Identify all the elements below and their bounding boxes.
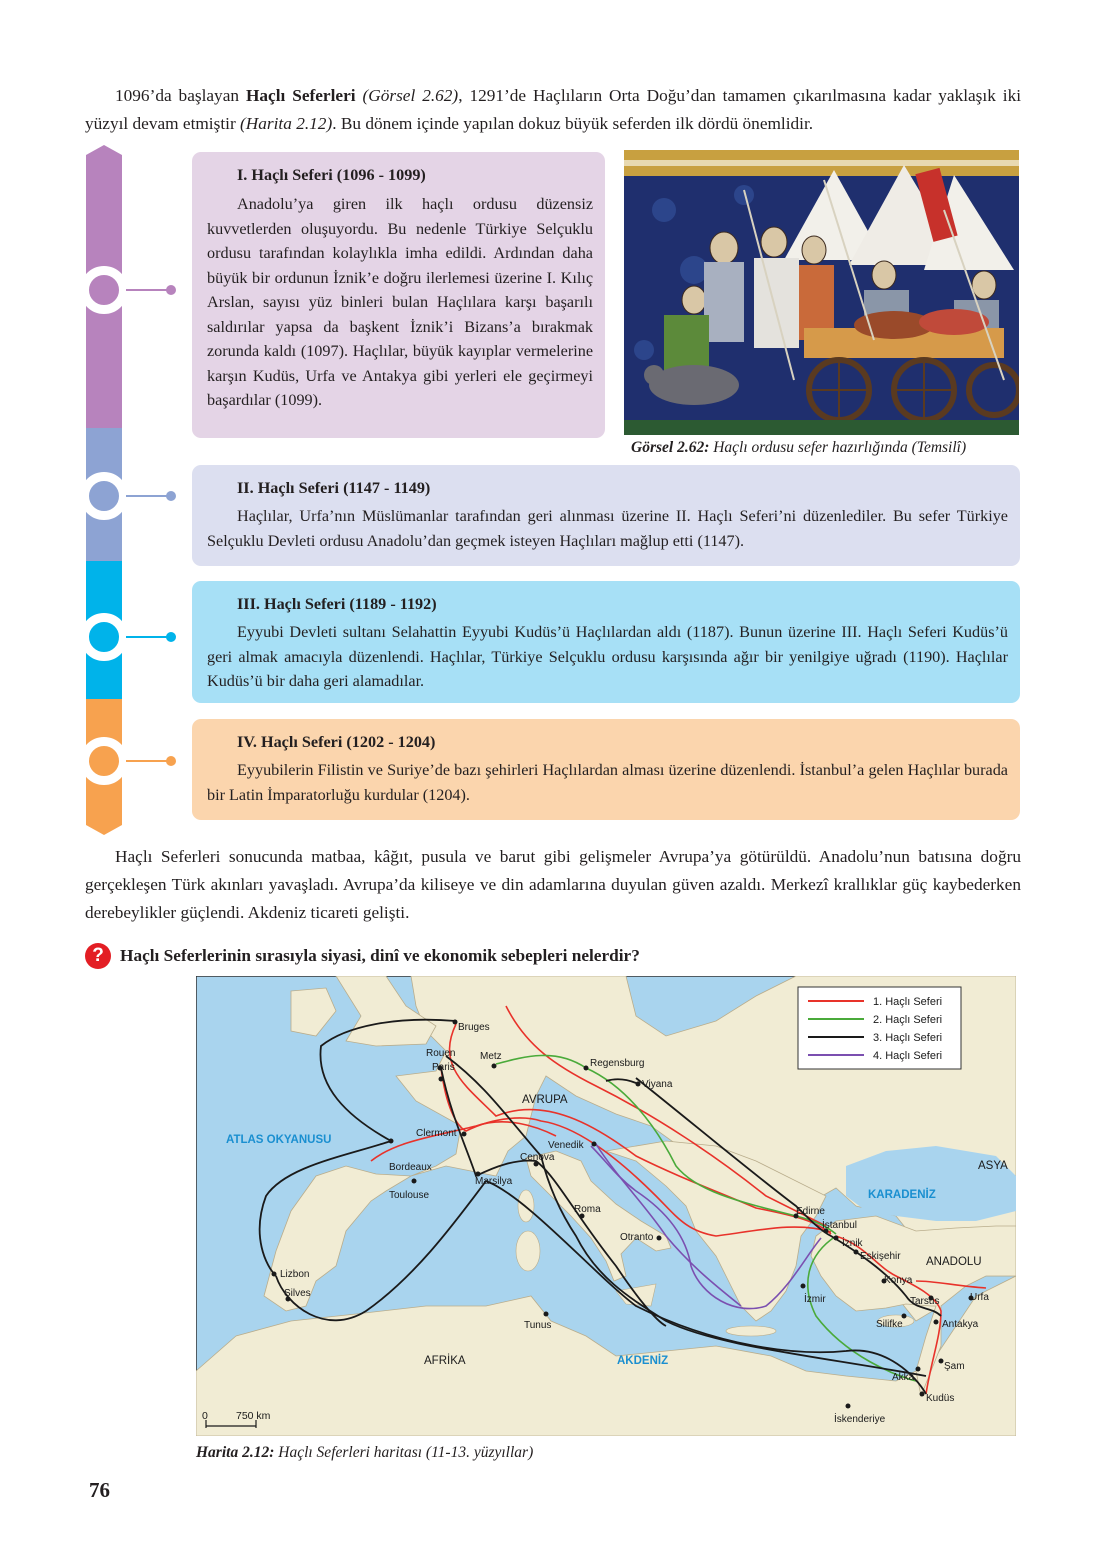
label-bordeaux: Bordeaux [389,1162,432,1173]
crusade-1-title: I. Haçlı Seferi (1096 - 1099) [237,166,426,184]
question-text: Haçlı Seferlerinin sırasıyla siyasi, dinî ve ekonomik sebepleri nelerdir? [120,946,640,965]
question-icon: ? [85,943,111,969]
label-tunus: Tunus [524,1320,552,1331]
label-istanbul: İstanbul [822,1220,858,1231]
map-caption: Harita 2.12: Haçlı Seferleri haritası (11-13. yüzyıllar) [196,1444,534,1461]
label-marsilya: Marsilya [475,1176,513,1187]
label-silves: Silves [284,1288,311,1299]
label-metz: Metz [480,1051,502,1062]
connector-dot-1 [166,285,176,295]
map-legend [798,987,961,1069]
label-sam: Şam [944,1361,965,1372]
scale-label: 750 km [236,1410,271,1422]
label-rouen: Rouen [426,1048,456,1059]
label-asia: ASYA [978,1160,1008,1172]
label-clermont: Clermont [416,1128,457,1139]
results-paragraph: Haçlı Seferleri sonucunda matbaa, kâğıt, pusula ve barut gibi gelişmeler Avrupa’ya götürüldü. Anadolu’nun batısına doğru gerçekleşen Türk akınları yavaşladı. Avrupa’da kiliseye ve din adamlarına duyulan güven azaldı. Merkezî krallıklar güç kaybederken derebeylikler güçlendi. Akdeniz ticareti gelişti. [85,847,1021,922]
crusader-army-illustration [624,150,1019,435]
label-roma: Roma [574,1204,601,1215]
connector-dot-4 [166,756,176,766]
land-crete [726,1326,776,1336]
label-bruges: Bruges [458,1022,490,1033]
label-edirne: Edirne [796,1206,825,1217]
crusade-4-text: Eyyubilerin Filistin ve Suriye’de bazı şehirleri Haçlılardan alması üzerine düzenlendi. İstanbul’a gelen Haçlılar burada bir Latin İmparatorluğu kurdular (1204). [207,761,1008,804]
label-ocean: ATLAS OKYANUSU [226,1134,332,1146]
label-iznik: İznik [842,1238,863,1249]
label-regensburg: Regensburg [590,1058,645,1069]
connector-dot-2 [166,491,176,501]
crusade-2-box [192,465,1020,566]
label-eskisehir: Eskişehir [860,1251,901,1262]
crusade-1-text: Anadolu’ya giren ilk haçlı ordusu düzensiz kuvvetlerden oluşuyordu. Bu nedenle Türkiye Selçuklu ordusu tarafından kolaylıkla imha edildi. Ardından daha büyük bir ordunun İznik’e doğru ilerlemesi üzerine I. Kılıç Arslan, sayısı yüz binleri bulan Haçlılara karşı başarılı saldırılar yapsa da başkent İznik’i Bizans’a bırakmak zorunda kaldı (1097). Haçlılar, büyük kayıplar vermelerine karşın Kudüs, Urfa ve Antakya gibi yerleri ele geçirmeyi başardılar (1099). [207,195,593,409]
crusade-2-text: Haçlılar, Urfa’nın Müslümanlar tarafından geri alınması üzerine II. Haçlı Seferi’ni düzenlediler. Bu sefer Türkiye Selçuklu Devleti ordusu Anadolu’dan geçmek isteyen Haçlıları mağlup etti (1147). [207,507,1008,550]
label-cenova: Cenova [520,1152,555,1163]
label-lizbon: Lizbon [280,1269,310,1280]
legend-third: 3. Haçlı Seferi [873,1032,943,1044]
label-blacksea: KARADENİZ [868,1189,936,1201]
label-izmir: İzmir [804,1294,826,1305]
connector-dot-3 [166,632,176,642]
crusades-map [196,976,1016,1436]
connector-1 [126,289,170,291]
label-med: AKDENİZ [617,1355,669,1367]
crusade-3-text: Eyyubi Devleti sultanı Selahattin Eyyubi Kudüs’ü Haçlılardan aldı (1187). Bunun üzerine III. Haçlı Seferi Kudüs’ü geri almak amacıyla düzenlendi. Haçlılar, Türkiye Selçuklu ordusu karşısında ağır bir yenilgiye uğradı (1190). Haçlılar Kudüs’ü bir daha geri alamadılar. [207,623,1008,690]
label-iskenderiye: İskenderiye [834,1414,886,1425]
label-paris: Paris [432,1062,455,1073]
crusade-3-title: III. Haçlı Seferi (1189 - 1192) [237,595,437,613]
black-sea [846,1146,1016,1221]
land-sardinia [516,1231,540,1271]
crusade-1-box [192,152,605,438]
connector-4 [126,760,170,762]
intro-paragraph: 1096’da başlayan Haçlı Seferleri (Görsel 2.62), 1291’de Haçlıların Orta Doğu’dan tamamen çıkarılmasına kadar yaklaşık iki yüzyıl devam etmiştir (Harita 2.12). Bu dönem içinde yapılan dokuz büyük seferden ilk dördü önemlidir. [85,86,1022,133]
timeline-node-4 [80,737,128,785]
label-akka: Akka [892,1372,915,1383]
label-kudus: Kudüs [926,1393,955,1404]
intro-bold: Haçlı Seferleri [245,86,356,105]
crusade-4-box [192,719,1020,820]
scale-zero: 0 [202,1410,208,1422]
crusade-4-title: IV. Haçlı Seferi (1202 - 1204) [237,733,436,751]
legend-first: 1. Haçlı Seferi [873,996,943,1008]
label-viyana: Viyana [642,1079,673,1090]
connector-3 [126,636,170,638]
connector-2 [126,495,170,497]
crusade-3-box [192,581,1020,703]
label-antakya: Antakya [942,1319,979,1330]
label-otranto: Otranto [620,1232,654,1243]
timeline-node-1 [80,266,128,314]
crusade-2-title: II. Haçlı Seferi (1147 - 1149) [237,479,431,497]
timeline-node-3 [80,613,128,661]
label-tarsus: Tarsus [910,1296,940,1307]
label-europe: AVRUPA [522,1094,568,1106]
legend-second: 2. Haçlı Seferi [873,1014,943,1026]
label-venedik: Venedik [548,1140,584,1151]
label-konya: Konya [884,1275,913,1286]
label-silifke: Silifke [876,1319,903,1330]
label-urfa: Urfa [970,1292,989,1303]
label-toulouse: Toulouse [389,1190,430,1201]
page-number: 76 [89,1478,110,1502]
label-anatolia: ANADOLU [926,1256,982,1268]
legend-fourth: 4. Haçlı Seferi [873,1050,943,1062]
label-africa: AFRİKA [424,1355,466,1367]
figure-caption: Görsel 2.62: Haçlı ordusu sefer hazırlığında (Temsilî) [631,439,967,456]
timeline-node-2 [80,472,128,520]
